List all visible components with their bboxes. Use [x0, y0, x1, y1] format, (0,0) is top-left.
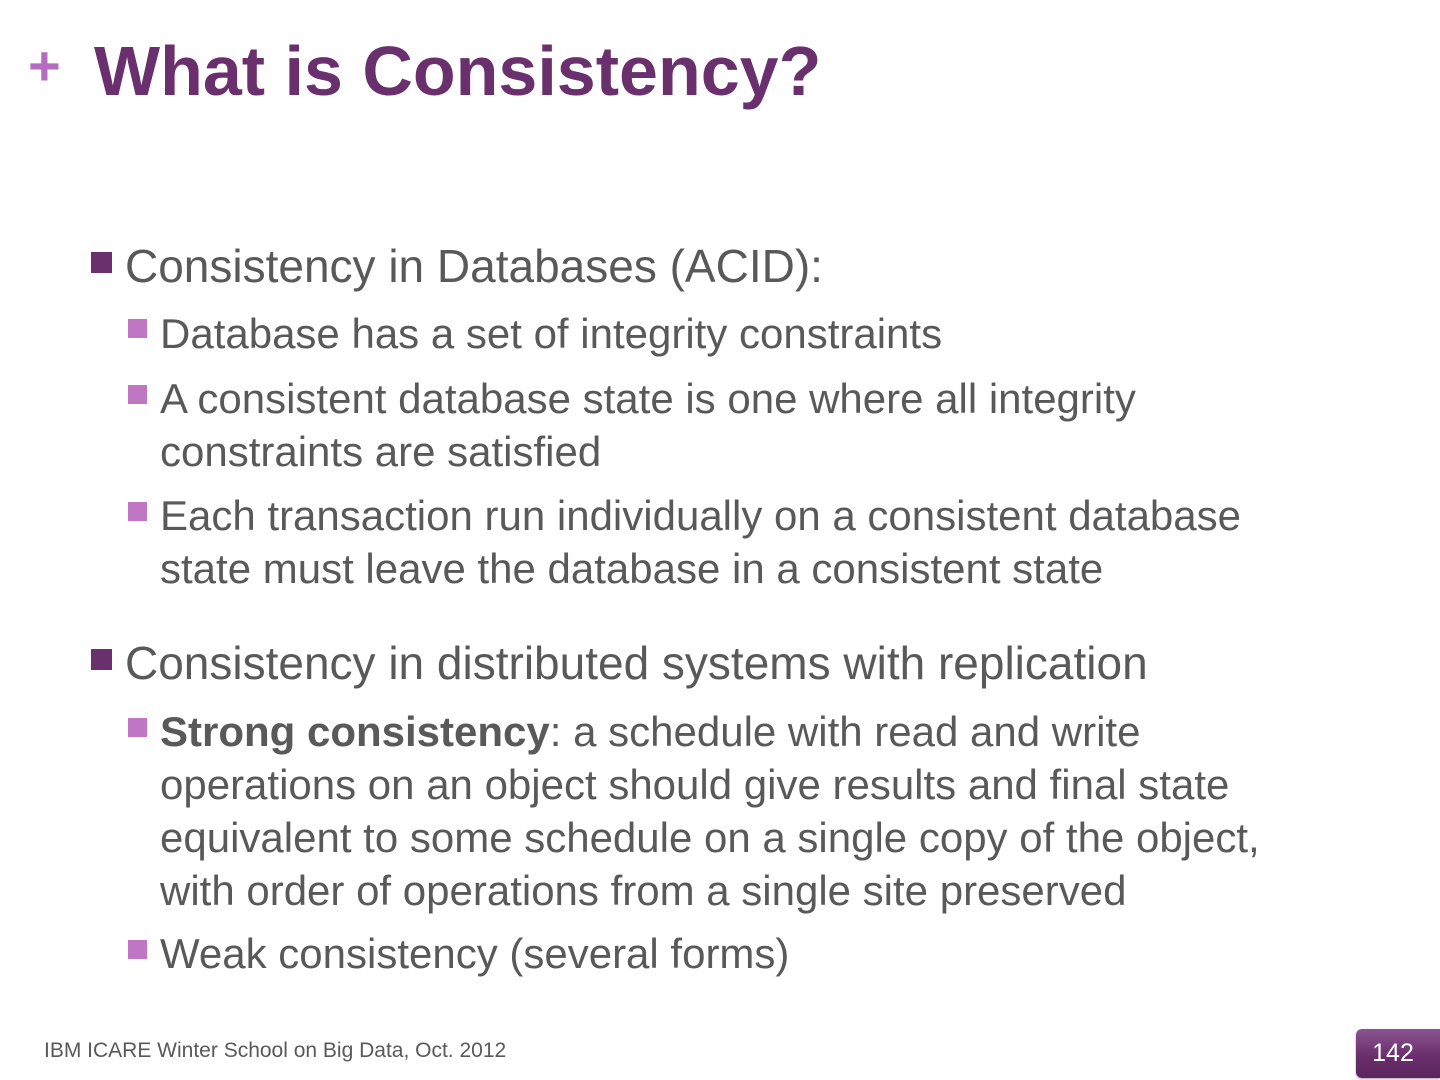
- square-bullet-icon: [128, 319, 147, 338]
- strong-consistency-term: Strong consistency: [160, 708, 550, 755]
- page-number: 142: [1372, 1039, 1414, 1067]
- square-bullet-icon: [128, 385, 147, 404]
- bullet-level2-strong-consistency: [160, 705, 1330, 917]
- bullet-level2-weak-consistency: Weak consistency (several forms): [160, 930, 790, 977]
- footer-text: IBM ICARE Winter School on Big Data, Oct. 2012: [44, 1039, 507, 1062]
- slide-title: What is Consistency?: [94, 32, 822, 110]
- bullet-level2-consistent-state: A consistent database state is one where all integrity constraints are satisfied: [160, 375, 1136, 475]
- square-bullet-icon: [128, 940, 147, 959]
- bullet-level1-distributed: Consistency in distributed systems with replication: [125, 637, 1148, 689]
- strong-consistency-definition: : a schedule with read and write operations on an object should give results and final state equivalent to some schedule on a single copy of the object, with order of operations from a single site preserved: [160, 708, 1260, 914]
- bullet-level2-transaction: Each transaction run individually on a consistent database state must leave the database in a consistent state: [160, 492, 1242, 592]
- page-number-badge: [1356, 1029, 1440, 1078]
- square-bullet-icon: [128, 718, 147, 737]
- bullet-level2-integrity-constraints: Database has a set of integrity constraints: [160, 310, 943, 357]
- plus-icon: +: [28, 34, 61, 97]
- square-bullet-icon: [91, 649, 112, 670]
- square-bullet-icon: [128, 502, 147, 521]
- square-bullet-icon: [91, 252, 112, 273]
- bullet-level1-databases: Consistency in Databases (ACID):: [125, 240, 823, 292]
